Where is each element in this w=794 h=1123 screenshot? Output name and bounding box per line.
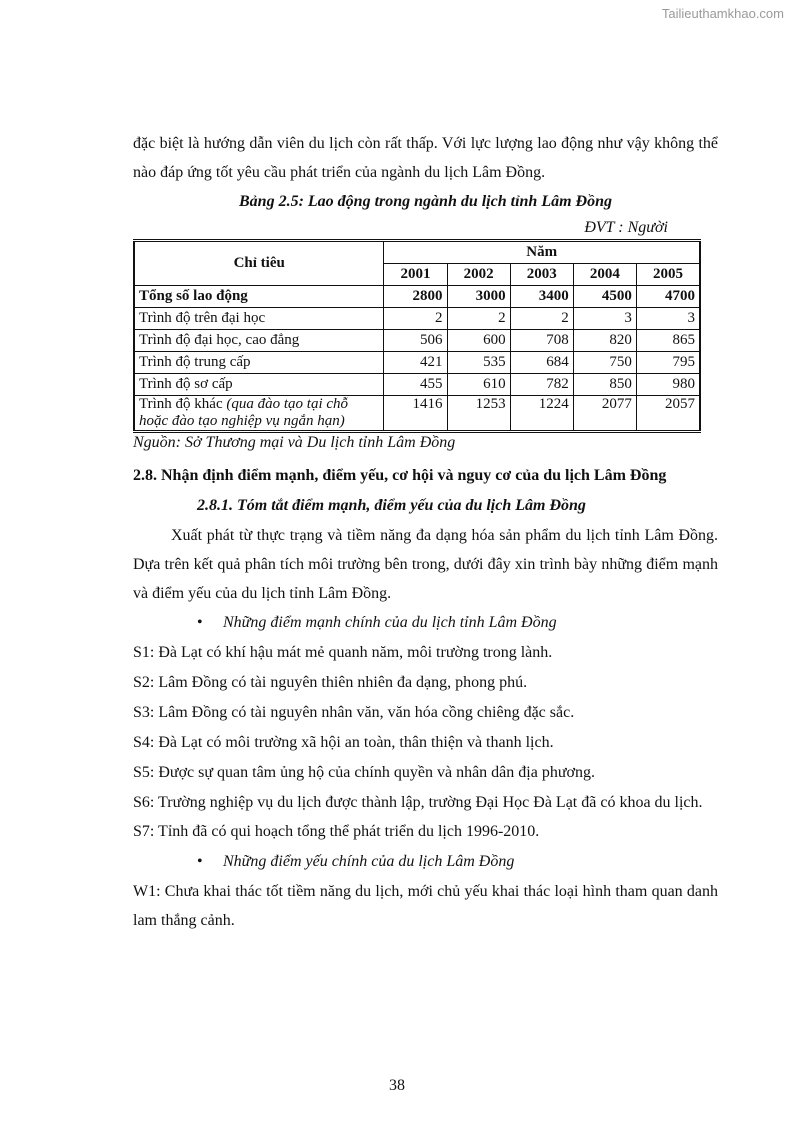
header-indicator: Chỉ tiêu — [134, 241, 384, 286]
cell-value: 820 — [573, 330, 636, 352]
cell-value: 600 — [447, 330, 510, 352]
cell-value: 795 — [636, 352, 700, 374]
cell-value: 2 — [510, 308, 573, 330]
cell-value: 421 — [384, 352, 447, 374]
cell-value: 1253 — [447, 396, 510, 432]
cell-value: 4500 — [573, 286, 636, 308]
labor-table — [133, 239, 701, 433]
cell-value: 750 — [573, 352, 636, 374]
list-item: S7: Tỉnh đã có qui hoạch tổng thể phát triển du lịch 1996-2010. — [133, 823, 540, 840]
cell-value: 850 — [573, 374, 636, 396]
subsection-heading: 2.8.1. Tóm tắt điểm mạnh, điểm yếu của du lịch Lâm Đồng — [197, 497, 586, 514]
cell-value: 2077 — [573, 396, 636, 432]
cell-value: 980 — [636, 374, 700, 396]
cell-value: 3 — [573, 308, 636, 330]
intro-paragraph: đặc biệt là hướng dẫn viên du lịch còn rất thấp. Với lực lượng lao động như vậy không thể nào đáp ứng tốt yêu cầu phát triển của ngành du lịch Lâm Đồng. — [133, 135, 718, 181]
strengths-heading-text: Những điểm mạnh chính của du lịch tỉnh Lâm Đồng — [223, 614, 557, 631]
cell-value: 4700 — [636, 286, 700, 308]
year-cell: 2003 — [510, 264, 573, 286]
page-number: 38 — [389, 1077, 405, 1094]
strengths-heading — [197, 608, 718, 638]
cell-value: 455 — [384, 374, 447, 396]
cell-value: 2 — [384, 308, 447, 330]
year-cell: 2005 — [636, 264, 700, 286]
list-item: S6: Trường nghiệp vụ du lịch được thành lập, trường Đại Học Đà Lạt đã có khoa du lịch. — [133, 794, 703, 811]
year-cell: 2001 — [384, 264, 447, 286]
list-item: S4: Đà Lạt có môi trường xã hội an toàn, thân thiện và thanh lịch. — [133, 734, 554, 751]
table-row — [134, 330, 700, 352]
table-row — [134, 374, 700, 396]
cell-value: 1224 — [510, 396, 573, 432]
bullet-icon: • — [197, 614, 203, 631]
cell-value: 708 — [510, 330, 573, 352]
watermark: Tailieuthamkhao.com — [661, 6, 784, 21]
weaknesses-heading — [197, 847, 718, 877]
list-item: S3: Lâm Đồng có tài nguyên nhân văn, văn hóa cồng chiêng đặc sắc. — [133, 704, 575, 721]
row-label — [134, 396, 384, 432]
table-row — [134, 286, 700, 308]
list-item: S1: Đà Lạt có khí hậu mát mẻ quanh năm, môi trường trong lành. — [133, 644, 553, 661]
table-row — [134, 352, 700, 374]
cell-value: 3400 — [510, 286, 573, 308]
row-label: Trình độ trên đại học — [134, 308, 384, 330]
table-row — [134, 396, 700, 432]
list-item: S2: Lâm Đồng có tài nguyên thiên nhiên đa dạng, phong phú. — [133, 674, 528, 691]
year-cell: 2002 — [447, 264, 510, 286]
cell-value: 3000 — [447, 286, 510, 308]
cell-value: 2057 — [636, 396, 700, 432]
row-label: Trình độ đại học, cao đẳng — [134, 330, 384, 352]
row-label: Trình độ sơ cấp — [134, 374, 384, 396]
row-label: Tổng số lao động — [134, 286, 384, 308]
table-row — [134, 308, 700, 330]
cell-value: 684 — [510, 352, 573, 374]
body-paragraph: Xuất phát từ thực trạng và tiềm năng đa dạng hóa sản phẩm du lịch tỉnh Lâm Đồng. Dựa trên kết quả phân tích môi trường bên trong, dưới đây xin trình bày những điểm mạnh và điểm yếu của du lịch tỉnh Lâm Đồng. — [133, 527, 718, 602]
weaknesses-heading-text: Những điểm yếu chính của du lịch Lâm Đồng — [223, 853, 515, 870]
header-year-group: Năm — [384, 241, 700, 264]
section-heading: 2.8. Nhận định điểm mạnh, điểm yếu, cơ hội và nguy cơ của du lịch Lâm Đồng — [133, 467, 667, 484]
cell-value: 2 — [447, 308, 510, 330]
cell-value: 506 — [384, 330, 447, 352]
row-label-main: Trình độ khác — [139, 396, 223, 412]
cell-value: 782 — [510, 374, 573, 396]
cell-value: 865 — [636, 330, 700, 352]
cell-value: 2800 — [384, 286, 447, 308]
table-source: Nguồn: Sở Thương mại và Du lịch tỉnh Lâm Đồng — [133, 434, 456, 451]
list-item: W1: Chưa khai thác tốt tiềm năng du lịch, mới chủ yếu khai thác loại hình tham quan danh lam thắng cảnh. — [133, 883, 718, 929]
cell-value: 535 — [447, 352, 510, 374]
bullet-icon: • — [197, 853, 203, 870]
year-cell: 2004 — [573, 264, 636, 286]
page-content — [133, 129, 718, 935]
cell-value: 3 — [636, 308, 700, 330]
table-caption: Bảng 2.5: Lao động trong ngành du lịch tỉnh Lâm Đồng — [239, 193, 612, 210]
list-item: S5: Được sự quan tâm ủng hộ của chính quyền và nhân dân địa phương. — [133, 764, 595, 781]
cell-value: 1416 — [384, 396, 447, 432]
cell-value: 610 — [447, 374, 510, 396]
table-header-row — [134, 241, 700, 264]
row-label-note: (qua đào tạo tại chỗ hoặc đào tạo nghiệp vụ ngắn hạn) — [139, 396, 349, 429]
row-label: Trình độ trung cấp — [134, 352, 384, 374]
table-unit: ĐVT : Người — [584, 219, 668, 236]
